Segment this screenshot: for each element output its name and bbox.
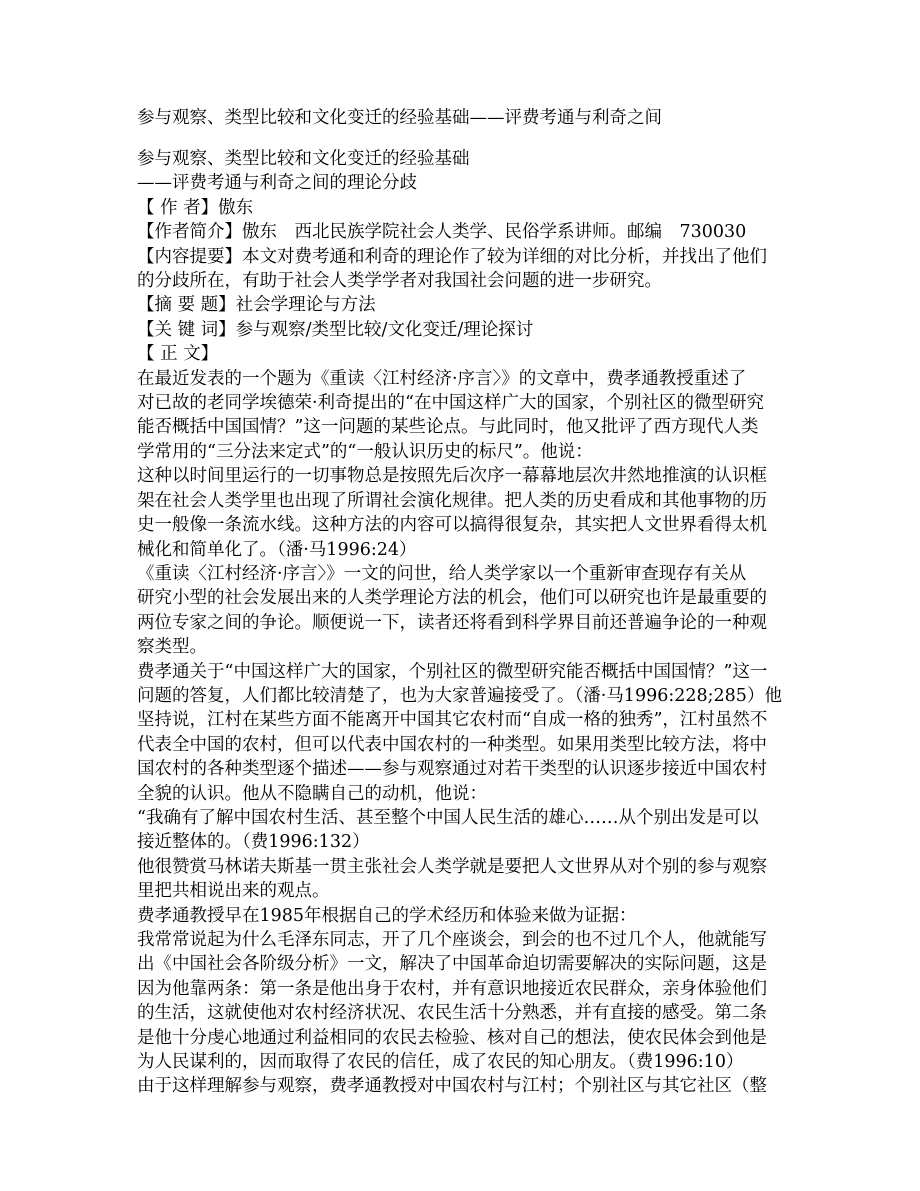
text-line: 对已故的老同学埃德荣·利奇提出的“在中国这样广大的国家，个别社区的微型研究 xyxy=(137,393,765,414)
text-line: 在最近发表的一个题为《重读〈江村经济·序言〉》的文章中，费孝通教授重述了 xyxy=(137,368,747,389)
text-line: 全貌的认识。他从不隐瞒自己的动机，他说： xyxy=(137,783,487,804)
document-header-title: 参与观察、类型比较和文化变迁的经验基础——评费考通与利奇之间 xyxy=(137,108,662,128)
text-line: 【关 键 词】参与观察/类型比较/文化变迁/理论探讨 xyxy=(137,319,534,340)
text-line: 《重读〈江村经济·序言〉》一文的问世，给人类学家以一个重新审查现存有关从 xyxy=(137,563,747,584)
text-line: 架在社会人类学里也出现了所谓社会演化规律。把人类的历史看成和其他事物的历 xyxy=(137,490,767,511)
text-line: 为人民谋利的，因而取得了农民的信任，成了农民的知心朋友。（费1996:10） xyxy=(137,1052,744,1073)
text-line: ——评费考通与利奇之间的理论分歧 xyxy=(137,173,417,194)
text-line: 械化和简单化了。（潘·马1996:24） xyxy=(137,539,417,560)
text-line: 研究小型的社会发展出来的人类学理论方法的机会，他们可以研究也许是最重要的 xyxy=(137,588,767,609)
text-line: 的生活，这就使他对农村经济状况、农民生活十分熟悉，并有直接的感受。第二条 xyxy=(137,1003,767,1024)
text-line: 费孝通教授早在1985年根据自己的学术经历和体验来做为证据： xyxy=(137,905,637,926)
text-line: 【 正 文】 xyxy=(137,344,219,365)
text-line: 【 作 者】傲东 xyxy=(137,197,254,218)
text-line: 【摘 要 题】社会学理论与方法 xyxy=(137,295,376,316)
text-line: “我确有了解中国农村生活、甚至整个中国人民生活的雄心……从个别出发是可以 xyxy=(137,807,759,828)
text-line: 接近整体的。（费1996:132） xyxy=(137,832,370,853)
text-line: 是他十分虔心地通过利益相同的农民去检验、核对自己的想法，使农民体会到他是 xyxy=(137,1027,767,1048)
text-line: 因为他靠两条：第一条是他出身于农村，并有意识地接近农民群众，亲身体验他们 xyxy=(137,978,767,999)
text-line: 费孝通关于“中国这样广大的国家，个别社区的微型研究能否概括中国国情？”这一 xyxy=(137,661,768,682)
text-line: 这种以时间里运行的一切事物总是按照先后次序一幕幕地层次井然地推演的认识框 xyxy=(137,466,767,487)
text-line: 国农村的各种类型逐个描述——参与观察通过对若干类型的认识逐步接近中国农村 xyxy=(137,759,767,780)
text-line: 代表全中国的农村，但可以代表中国农村的一种类型。如果用类型比较方法，将中 xyxy=(137,734,767,755)
text-line: 学常用的“三分法来定式”的“一般认识历史的标尺”。他说： xyxy=(137,441,593,462)
text-line: 的分歧所在，有助于社会人类学学者对我国社会问题的进一步研究。 xyxy=(137,271,662,292)
text-line: 两位专家之间的争论。顺便说一下，读者还将看到科学界目前还普遍争论的一种观 xyxy=(137,612,767,633)
article-body xyxy=(137,147,787,1099)
text-line: 我常常说起为什么毛泽东同志，开了几个座谈会，到会的也不过几个人，他就能写 xyxy=(137,930,767,950)
text-line: 察类型。 xyxy=(137,637,207,658)
text-line: 【作者简介】傲东 西北民族学院社会人类学、民俗学系讲师。邮编 730030 xyxy=(137,222,747,243)
text-line: 史一般像一条流水线。这种方法的内容可以搞得很复杂，其实把人文世界看得太机 xyxy=(137,515,767,536)
text-line: 由于这样理解参与观察，费孝通教授对中国农村与江村；个别社区与其它社区（整 xyxy=(137,1076,767,1097)
text-line: 【内容提要】本文对费考通和利奇的理论作了较为详细的对比分析，并找出了他们 xyxy=(137,246,767,267)
text-line: 能否概括中国国情？”这一问题的某些论点。与此同时，他又批评了西方现代人类 xyxy=(137,417,759,438)
text-line: 参与观察、类型比较和文化变迁的经验基础 xyxy=(137,149,470,169)
text-line: 坚持说，江村在某些方面不能离开中国其它农村而“自成一格的独秀”，江村虽然不 xyxy=(137,710,768,731)
text-line: 他很赞赏马林诺夫斯基一贯主张社会人类学就是要把人文世界从对个别的参与观察 xyxy=(137,856,767,877)
text-line: 问题的答复，人们都比较清楚了，也为大家普遍接受了。（潘·马1996:228;285）他 xyxy=(137,685,782,706)
text-line: 里把共相说出来的观点。 xyxy=(137,881,330,902)
text-line: 出《中国社会各阶级分析》一文，解决了中国革命迫切需要解决的实际问题，这是 xyxy=(137,954,767,975)
